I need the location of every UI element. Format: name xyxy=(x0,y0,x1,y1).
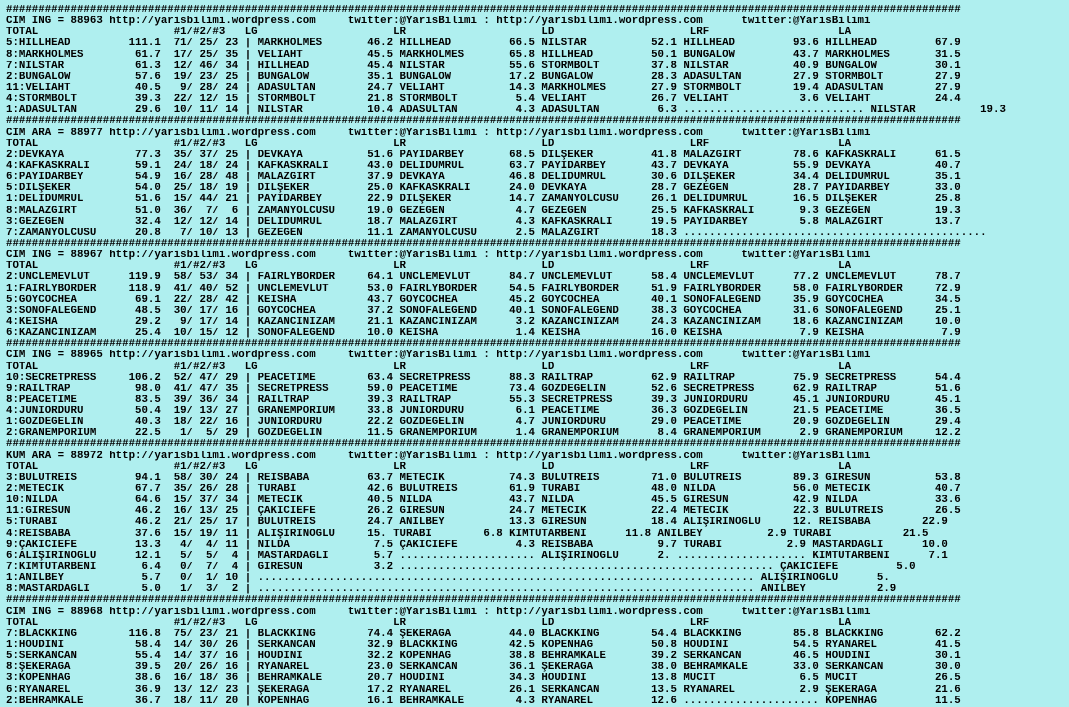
result-row: 6:RYANAREL 36.9 13/ 12/ 23 | ŞEKERAĞA 17.2 RYANAREL 26.1 SERKANCAN 13.5 RYANAREL 2.9 ŞEKERAĞA 21.6 xyxy=(6,684,961,696)
result-row: 7:NILSTAR 61.3 12/ 46/ 34 | HILLHEAD 45.4 NILSTAR 55.6 STORMBOLT 37.8 NILSTAR 40.9 BUNGALOW 30.1 xyxy=(6,60,961,72)
result-row: 4:JUNIORDURU 50.4 19/ 13/ 27 | GRANEMPORIUM 33.8 JUNIORDURU 6.1 PEACETIME 36.3 GÖZDEGELİN 21.5 PEACETIME 36.5 xyxy=(6,406,961,418)
separator-line: #################################################################################################################################################### xyxy=(6,116,961,128)
result-row: 8:MARKHOLMES 61.7 17/ 25/ 35 | VELİAHT 45.5 MARKHOLMES 65.8 HILLHEAD 50.1 BUNGALOW 43.7 MARKHOLMES 31.5 xyxy=(6,49,961,61)
result-row: 2:DEVKAYA 77.3 35/ 37/ 25 | DEVKAYA 51.6 PAYİDARBEY 68.5 DİLŞEKER 41.8 MALAZGİRT 78.6 KAFKASKRALI 61.5 xyxy=(6,149,961,161)
result-row: 4:REİSBABA 37.6 15/ 19/ 11 | ALIŞİRİNOĞLU 15. TURABİ 6.8 KIMTUTARBENİ 11.8 ANILBEY 2.9 TURABİ 21.5 xyxy=(6,528,929,540)
column-header-line: TOTAL #1/#2/#3 LG LR LD LRF LA xyxy=(6,261,852,273)
result-row: 6:KAZANCINIZAM 25.4 10/ 15/ 12 | SONOFALEGEND 10.0 KEISHA 1.4 KEISHA 16.0 KEISHA 7.9 KEISHA 7.9 xyxy=(6,328,961,340)
result-row: 4:KAFKASKRALI 59.1 24/ 18/ 24 | KAFKASKRALI 43.0 DELİDUMRUL 63.7 PAYİDARBEY 43.7 DEVKAYA 55.9 DEVKAYA 40.7 xyxy=(6,160,961,172)
race-header-line: CIM ING = 88968 http://yarisbilimi.wordpress.com twitter:@YarisBilimi : http://yarisbilimi.wordpress.com twitter:@YarisBilimi xyxy=(6,606,871,618)
result-row: 10:SECRETPRESS 106.2 52/ 47/ 29 | PEACETIME 63.4 SECRETPRESS 88.3 RAILTRAP 62.9 RAILTRAP 75.9 SECRETPRESS 54.4 xyxy=(6,372,961,384)
result-row: 11:GİRESUN 46.2 16/ 13/ 25 | ÇAKICIEFE 26.2 GİRESUN 24.7 METECİK 22.4 METECİK 22.3 BULUTREİS 26.5 xyxy=(6,506,961,518)
result-row: 9:ÇAKICIEFE 13.3 4/ 4/ 11 | NİLDA 7.5 ÇAKICIEFE 4.3 REİSBABA 9.7 TURABİ 2.9 MASTARDAĞLI 10.0 xyxy=(6,539,948,551)
result-row: 3:BULUTREİS 94.1 58/ 30/ 24 | REİSBABA 63.7 METECİK 74.3 BULUTREİS 71.0 BULUTREİS 89.3 GİRESUN 53.8 xyxy=(6,472,961,484)
result-row: 5:GOYCOCHEA 69.1 22/ 28/ 42 | KEISHA 43.7 GOYCOCHEA 45.2 GOYCOCHEA 40.1 SONOFALEGEND 35.9 GOYCOCHEA 34.5 xyxy=(6,294,961,306)
result-row: 3:SONOFALEGEND 48.5 30/ 17/ 16 | GOYCOCHEA 37.2 SONOFALEGEND 40.1 SONOFALEGEND 38.3 GOYCOCHEA 31.6 SONOFALEGEND 25.1 xyxy=(6,305,961,317)
result-row: 8:PEACETIME 83.5 39/ 36/ 34 | RAILTRAP 39.3 RAILTRAP 55.3 SECRETPRESS 39.3 JUNIORDURU 45.1 JUNIORDURU 45.1 xyxy=(6,394,961,406)
result-row: 1:ADASULTAN 29.6 10/ 11/ 14 | NILSTAR 10.4 ADASULTAN 4.3 ADASULTAN 6.3 ............................ NILSTAR 19.3 xyxy=(6,105,1006,117)
result-row: 2:UNCLEMEVLÜT 119.9 58/ 53/ 34 | FAIRLYBORDER 64.1 UNCLEMEVLÜT 84.7 UNCLEMEVLÜT 58.4 UNCLEMEVLÜT 77.2 UNCLEMEVLÜT 78.7 xyxy=(6,272,961,284)
result-row: 6:ALIŞİRİNOĞLU 12.1 5/ 5/ 4 | MASTARDAĞLI 5.7 ..................... ALIŞİRİNOĞLU 2. .................... KIMTUTARBENİ 7.1 xyxy=(6,550,948,562)
column-header-line: TOTAL #1/#2/#3 LG LR LD LRF LA xyxy=(6,617,852,629)
result-row: 9:RAILTRAP 98.0 41/ 47/ 35 | SECRETPRESS 59.0 PEACETIME 73.4 GÖZDEGELİN 52.6 SECRETPRESS 62.9 RAILTRAP 51.6 xyxy=(6,383,961,395)
result-row: 2:BEHRAMKALE 36.7 18/ 11/ 20 | KOPENHAG 16.1 BEHRAMKALE 4.3 RYANAREL 12.6 ..................... KOPENHAG 11.5 xyxy=(6,695,961,707)
result-row: 2:GRANEMPORIUM 22.5 1/ 5/ 29 | GÖZDEGELİN 11.5 GRANEMPORIUM 1.4 GRANEMPORIUM 8.4 GRANEMPORIUM 2.9 GRANEMPORIUM 12.2 xyxy=(6,428,961,440)
result-row: 4:KEISHA 29.2 9/ 17/ 14 | KAZANCINIZAM 21.1 KAZANCINIZAM 3.2 KAZANCINIZAM 24.3 KAZANCINIZAM 18.6 KAZANCINIZAM 10.0 xyxy=(6,316,961,328)
column-header-line: TOTAL #1/#2/#3 LG LR LD LRF LA xyxy=(6,461,852,473)
result-row: 7:ZAMANYOLCUSU 20.8 7/ 10/ 13 | GEZEGEN 11.1 ZAMANYOLCUSU 2.5 MALAZGİRT 18.3 ............................................... xyxy=(6,227,987,239)
result-row: 1:GÖZDEGELİN 40.3 18/ 22/ 16 | JUNIORDURU 22.2 GÖZDEGELİN 4.7 JUNIORDURU 29.0 PEACETIME 20.9 GÖZDEGELİN 29.4 xyxy=(6,417,961,429)
result-row: 3:GEZEGEN 32.4 12/ 12/ 14 | DELİDUMRUL 18.7 MALAZGİRT 4.3 KAFKASKRALI 19.5 PAYİDARBEY 5.8 MALAZGİRT 13.7 xyxy=(6,216,961,228)
column-header-line: TOTAL #1/#2/#3 LG LR LD LRF LA xyxy=(6,27,852,39)
column-header-line: TOTAL #1/#2/#3 LG LR LD LRF LA xyxy=(6,138,852,150)
separator-line: #################################################################################################################################################### xyxy=(6,439,961,451)
result-row: 7:KIMTUTARBENİ 6.4 0/ 7/ 4 | GİRESUN 3.2 .......................................................... ÇAKICIEFE 5.0 xyxy=(6,562,916,574)
race-header-line: KUM ARA = 88972 http://yarisbilimi.wordpress.com twitter:@YarisBilimi : http://yarisbilimi.wordpress.com twitter:@YarisBilimi xyxy=(6,450,871,462)
result-row: 5:HILLHEAD 111.1 71/ 25/ 23 | MARKHOLMES 46.2 HILLHEAD 66.5 NILSTAR 52.1 HILLHEAD 93.6 HILLHEAD 67.9 xyxy=(6,38,961,50)
result-row: 6:PAYİDARBEY 54.9 16/ 28/ 48 | MALAZGİRT 37.9 DEVKAYA 46.8 DELİDUMRUL 30.6 DİLŞEKER 34.4 DELİDUMRUL 35.1 xyxy=(6,172,961,184)
result-row: 2:METECİK 67.7 35/ 26/ 28 | TURABİ 42.6 BULUTREİS 61.9 TURABİ 48.0 NİLDA 56.0 METECİK 40.7 xyxy=(6,484,961,496)
result-row: 8:ŞEKERAĞA 39.5 20/ 26/ 16 | RYANAREL 23.0 SERKANCAN 36.1 ŞEKERAĞA 38.0 BEHRAMKALE 33.0 SERKANCAN 30.0 xyxy=(6,662,961,674)
result-row: 5:DİLŞEKER 54.0 25/ 18/ 19 | DİLŞEKER 25.0 KAFKASKRALI 24.0 DEVKAYA 28.7 GEZEGEN 28.7 PAYİDARBEY 33.0 xyxy=(6,183,961,195)
result-row: 7:BLACKKING 116.8 75/ 23/ 21 | BLACKKING 74.4 ŞEKERAĞA 44.0 BLACKKING 54.4 BLACKKING 85.8 BLACKKING 62.2 xyxy=(6,628,961,640)
result-row: 8:MASTARDAĞLI 5.0 1/ 3/ 2 | ............................................................................. ANILBEY 2.9 xyxy=(6,584,897,596)
result-row: 5:TURABİ 46.2 21/ 25/ 17 | BULUTREİS 24.7 ANILBEY 13.3 GİRESUN 18.4 ALIŞİRİNOĞLU 12. REİSBABA 22.9 xyxy=(6,517,948,529)
race-header-line: CIM ING = 88965 http://yarisbilimi.wordpress.com twitter:@YarisBilimi : http://yarisbilimi.wordpress.com twitter:@YarisBilimi xyxy=(6,350,871,362)
result-row: 4:STORMBOLT 39.3 22/ 12/ 15 | STORMBOLT 21.8 STORMBOLT 5.4 VELİAHT 26.7 VELİAHT 3.6 VELİAHT 24.4 xyxy=(6,94,961,106)
result-row: 8:MALAZGİRT 51.0 36/ 7/ 6 | ZAMANYOLCUSU 19.0 GEZEGEN 4.7 GEZEGEN 25.5 KAFKASKRALI 9.3 GEZEGEN 19.3 xyxy=(6,205,961,217)
result-row: 3:KOPENHAG 38.6 16/ 18/ 36 | BEHRAMKALE 20.7 HOUDINI 34.3 HOUDINI 13.8 MUCİT 6.5 MUCİT 26.5 xyxy=(6,673,961,685)
column-header-line: TOTAL #1/#2/#3 LG LR LD LRF LA xyxy=(6,361,852,373)
separator-line: #################################################################################################################################################### xyxy=(6,339,961,351)
race-header-line: CIM ING = 88967 http://yarisbilimi.wordpress.com twitter:@YarisBilimi : http://yarisbilimi.wordpress.com twitter:@YarisBilimi xyxy=(6,250,871,262)
result-row: 2:BUNGALOW 57.6 19/ 23/ 25 | BUNGALOW 35.1 BUNGALOW 17.2 BUNGALOW 28.3 ADASULTAN 27.9 STORMBOLT 27.9 xyxy=(6,71,961,83)
result-row: 1:HOUDINI 58.4 14/ 30/ 26 | SERKANCAN 32.9 BLACKKING 42.5 KOPENHAG 50.8 HOUDINI 54.5 RYANAREL 41.5 xyxy=(6,640,961,652)
race-header-line: CIM ING = 88963 http://yarisbilimi.wordpress.com twitter:@YarisBilimi : http://yarisbilimi.wordpress.com twitter:@YarisBilimi xyxy=(6,16,871,28)
separator-line: #################################################################################################################################################### xyxy=(6,5,961,16)
result-row: 10:NİLDA 64.6 15/ 37/ 34 | METECİK 40.5 NİLDA 43.7 NİLDA 45.5 GİRESUN 42.9 NİLDA 33.6 xyxy=(6,495,961,507)
race-header-line: CIM ARA = 88977 http://yarisbilimi.wordpress.com twitter:@YarisBilimi : http://yarisbilimi.wordpress.com twitter:@YarisBilimi xyxy=(6,127,871,139)
result-row: 11:VELİAHT 40.5 9/ 28/ 24 | ADASULTAN 24.7 VELİAHT 14.3 MARKHOLMES 27.9 STORMBOLT 19.4 ADASULTAN 27.9 xyxy=(6,82,961,94)
result-row: 5:SERKANCAN 55.4 14/ 37/ 16 | HOUDINI 32.2 KOPENHAG 38.8 BEHRAMKALE 39.2 SERKANCAN 46.5 HOUDINI 30.1 xyxy=(6,651,961,663)
result-row: 1:FAIRLYBORDER 118.9 41/ 40/ 52 | UNCLEMEVLÜT 53.0 FAIRLYBORDER 54.5 FAIRLYBORDER 51.9 FAIRLYBORDER 58.0 FAIRLYBORDER 72.9 xyxy=(6,283,961,295)
result-row: 1:DELİDUMRUL 51.6 15/ 44/ 21 | PAYİDARBEY 22.9 DİLŞEKER 14.7 ZAMANYOLCUSU 26.1 DELİDUMRUL 16.5 DİLŞEKER 25.8 xyxy=(6,194,961,206)
result-row: 1:ANILBEY 5.7 0/ 1/ 10 | ............................................................................. ALIŞİRİNOĞLU 5. xyxy=(6,573,890,585)
separator-line: #################################################################################################################################################### xyxy=(6,238,961,250)
separator-line: #################################################################################################################################################### xyxy=(6,595,961,607)
